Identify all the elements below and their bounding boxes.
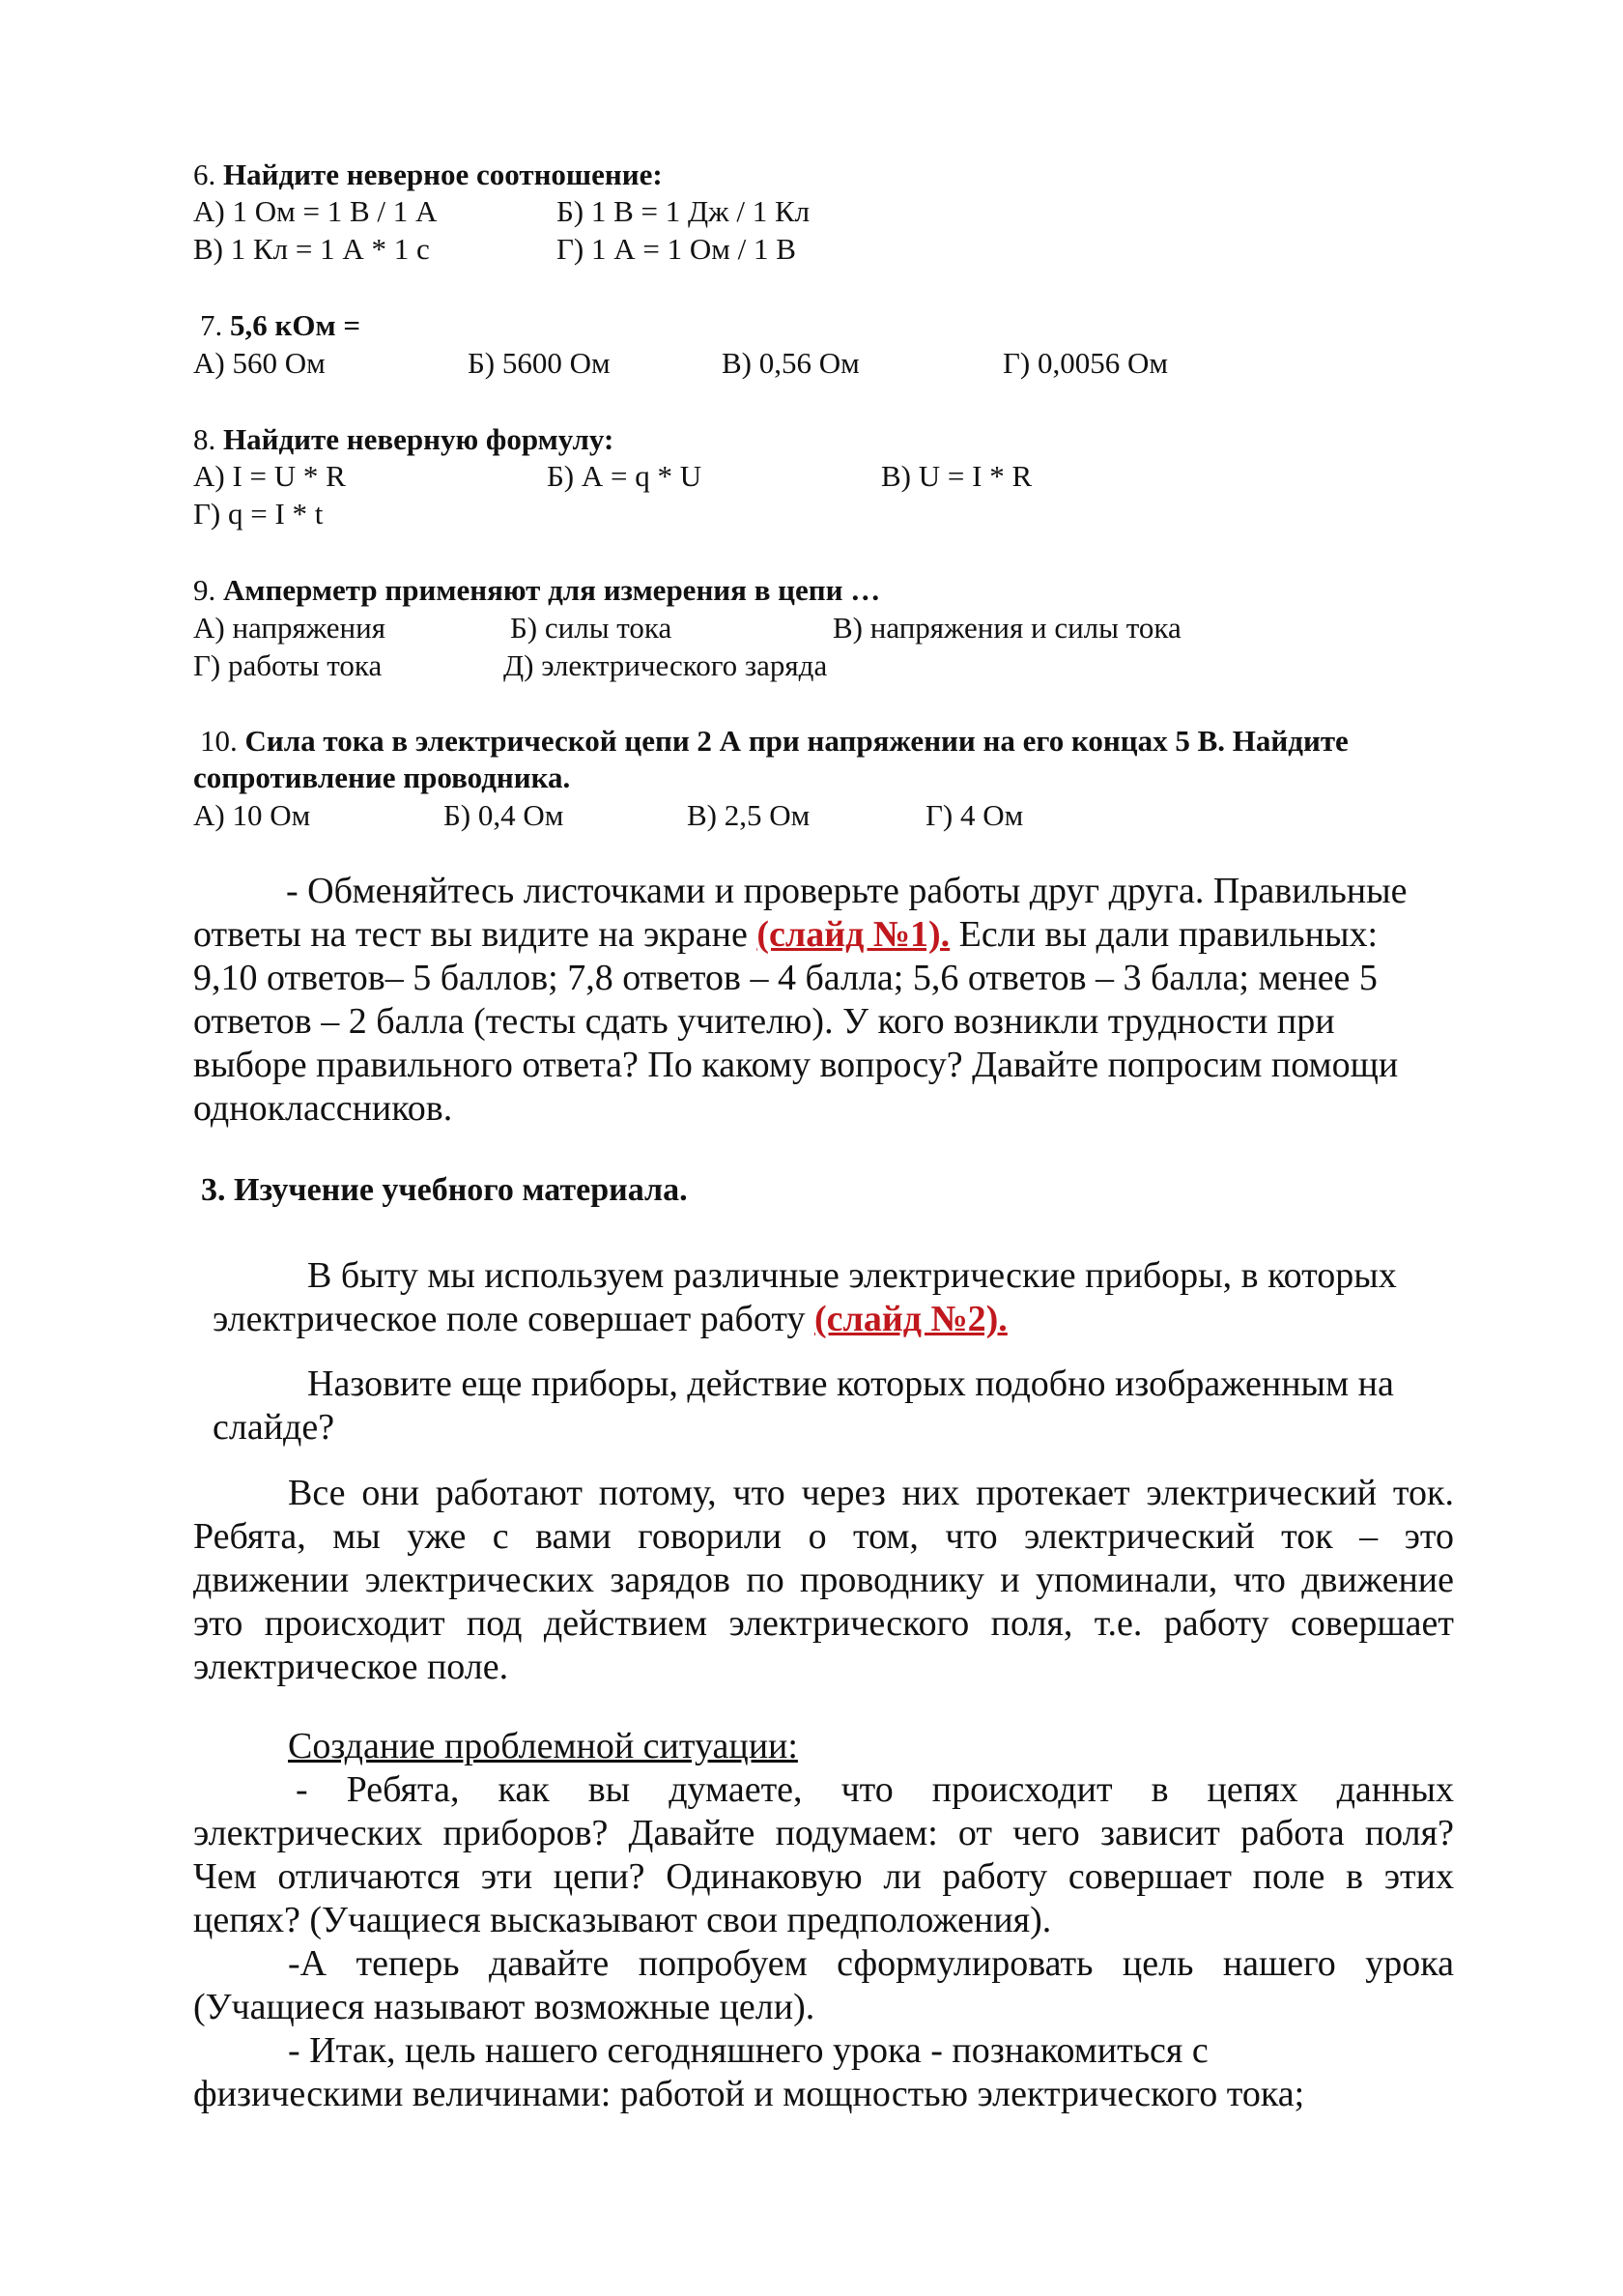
option-b: Б) 5600 Ом [468, 346, 611, 380]
question-number: 6. [193, 158, 216, 191]
option-c: В) 0,56 Ом [722, 346, 860, 380]
paragraph-line: (Учащиеся называют возможные цели). [193, 1987, 815, 2027]
slide-reference: (слайд №2). [814, 1299, 1008, 1339]
paragraph-line: это происходит под действием электрического поля, т.е. работу совершает [193, 1603, 1454, 1644]
paragraph-line [213, 1298, 1008, 1341]
option-d: Г) q = I * t [193, 497, 324, 531]
option-c: В) 1 Кл = 1 А * 1 с [193, 232, 430, 266]
question-text: Амперметр применяют для измерения в цепи … [223, 573, 881, 607]
question-text: Найдите неверное соотношение: [223, 158, 663, 191]
option-d: Г) работы тока [193, 648, 383, 682]
paragraph-line: электрических приборов? Давайте подумаем: от чего зависит работа поля? [193, 1813, 1454, 1853]
option-d: Г) 1 А = 1 Ом / 1 В [556, 232, 796, 266]
question-number: 7. [200, 308, 223, 342]
question-text-continued: сопротивление проводника. [193, 761, 571, 794]
paragraph-line: движении электрических зарядов по проводнику и упоминали, что движение [193, 1560, 1454, 1600]
option-b: Б) А = q * U [547, 459, 702, 493]
paragraph-line: -А теперь давайте попробуем сформулировать цель нашего урока [288, 1943, 1454, 1984]
question-8-title [193, 421, 613, 458]
option-d: Г) 4 Ом [925, 798, 1024, 832]
paragraph-line: слайде? [213, 1407, 335, 1448]
option-c: В) 2,5 Ом [687, 798, 811, 832]
option-a: А) напряжения [193, 611, 385, 645]
text: Если вы дали правильных: [958, 914, 1379, 955]
question-text: Найдите неверную формулу: [223, 422, 614, 456]
paragraph-line: выборе правильного ответа? По какому вопросу? Давайте попросим помощи [193, 1045, 1399, 1085]
question-number: 9. [193, 573, 216, 607]
paragraph-line: - Обменяйтесь листочками и проверьте работы друг друга. Правильные [286, 871, 1408, 911]
paragraph-line: Чем отличаются эти цепи? Одинаковую ли работу совершает поле в этих [193, 1856, 1454, 1897]
paragraph-line: В быту мы используем различные электрические приборы, в которых [307, 1255, 1397, 1296]
paragraph-line [193, 913, 1378, 957]
section-heading: 3. Изучение учебного материала. [201, 1172, 688, 1208]
question-text: Сила тока в электрической цепи 2 А при напряжении на его концах 5 В. Найдите [244, 724, 1349, 758]
option-e: Д) электрического заряда [503, 648, 828, 682]
paragraph-line: - Ребята, как вы думаете, что происходит в цепях данных [296, 1769, 1454, 1810]
paragraph-line: электрическое поле. [193, 1647, 509, 1687]
paragraph-line: ответов – 2 балла (тесты сдать учителю). У кого возникли трудности при [193, 1001, 1335, 1042]
question-number: 8. [193, 422, 216, 456]
option-b: Б) 1 В = 1 Дж / 1 Кл [556, 194, 811, 228]
subheading: Создание проблемной ситуации: [288, 1726, 798, 1766]
text: ответы на тест вы видите на экране [193, 914, 748, 955]
question-number: 10. [200, 724, 238, 758]
option-b: Б) 0,4 Ом [443, 798, 564, 832]
paragraph-line: Назовите еще приборы, действие которых подобно изображенным на [307, 1363, 1394, 1404]
paragraph-line: 9,10 ответов– 5 баллов; 7,8 ответов – 4 балла; 5,6 ответов – 3 балла; менее 5 [193, 958, 1378, 998]
paragraph-line: цепях? (Учащиеся высказывают свои предположения). [193, 1900, 1052, 1940]
option-a: А) I = U * R [193, 459, 346, 493]
paragraph-line: Все они работают потому, что через них протекает электрический ток. [288, 1473, 1454, 1513]
text: электрическое поле совершает работу [213, 1299, 806, 1339]
option-c: В) напряжения и силы тока [833, 611, 1182, 645]
paragraph-line: одноклассников. [193, 1088, 453, 1129]
slide-reference: (слайд №1). [756, 914, 951, 955]
question-7-title [200, 307, 360, 344]
option-c: В) U = I * R [881, 459, 1033, 493]
option-a: А) 10 Ом [193, 798, 311, 832]
paragraph-line: - Итак, цель нашего сегодняшнего урока - познакомиться с [288, 2030, 1209, 2071]
option-a: А) 560 Ом [193, 346, 326, 380]
option-b: Б) силы тока [510, 611, 672, 645]
paragraph-line: Ребята, мы уже с вами говорили о том, что электрический ток – это [193, 1516, 1454, 1557]
option-d: Г) 0,0056 Ом [1003, 346, 1168, 380]
question-6-title [193, 157, 663, 193]
paragraph-line: физическими величинами: работой и мощностью электрического тока; [193, 2074, 1305, 2114]
question-10-title [200, 723, 1349, 760]
question-9-title [193, 572, 880, 609]
option-a: А) 1 Ом = 1 В / 1 А [193, 194, 438, 228]
question-text: 5,6 кОм = [230, 308, 361, 342]
